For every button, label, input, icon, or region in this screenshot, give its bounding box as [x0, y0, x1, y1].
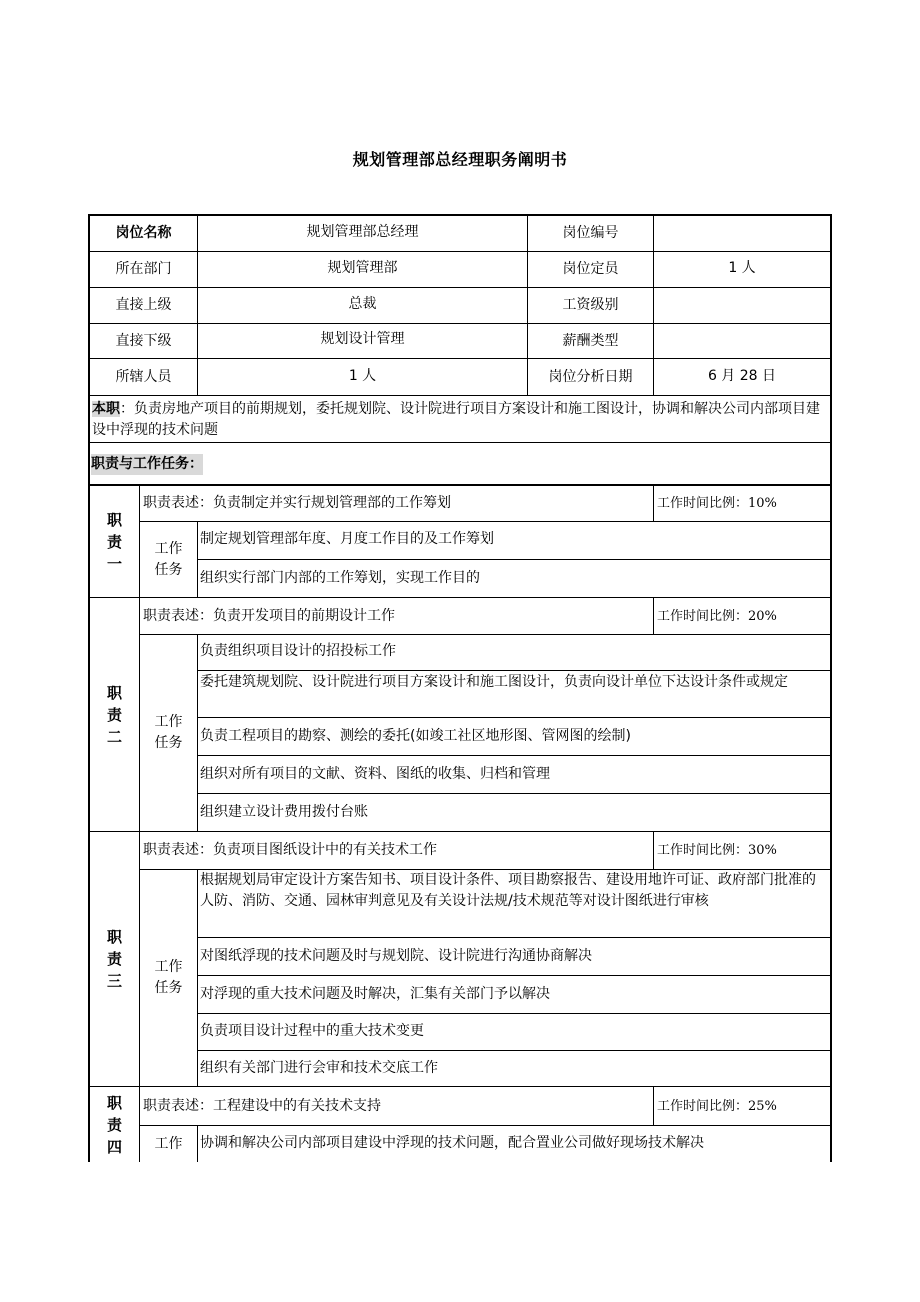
duty-ratio-3: 工作时间比例： 30%	[657, 843, 777, 858]
info-value-salary-grade	[654, 288, 830, 323]
task-label-1: 工作 任务	[154, 540, 183, 578]
info-value-position-name: 规划管理部总经理	[306, 223, 419, 240]
duty-ratio-1: 工作时间比例： 10%	[657, 496, 777, 511]
info-value-department: 规划管理部	[327, 259, 398, 276]
task-1-2: 组织实行部门内部的工作筹划，实现工作目的	[200, 569, 480, 586]
task-4-1: 协调和解决公司内部项目建设中浮现的技术问题，配合置业公司做好现场技术解决	[200, 1134, 704, 1151]
task-label-2: 工作 任务	[154, 714, 183, 751]
task-2-4: 组织对所有项目的文献、资料、图纸的收集、归档和管理	[200, 766, 550, 782]
page-title: 规划管理部总经理职务阐明书	[352, 150, 568, 169]
info-label-salary-grade: 工资级别	[562, 297, 619, 313]
job-summary-label: 本职	[92, 401, 120, 417]
info-label-analysis-date: 岗位分析日期	[548, 368, 633, 385]
task-2-2: 委托建筑规划院、设计院进行项目方案设计和施工图设计，负责向设计单位下达设计条件或规定	[200, 674, 788, 690]
info-label-headcount: 岗位定员	[562, 261, 619, 277]
info-label-staff: 所辖人员	[115, 368, 172, 385]
info-value-headcount: 1 人	[728, 259, 756, 276]
duty-ratio-2: 工作时间比例： 20%	[657, 608, 777, 624]
info-value-pay-type	[654, 324, 830, 358]
job-summary	[91, 398, 830, 440]
duty-name-4: 职 责 四	[106, 1093, 122, 1156]
task-1-1: 制定规划管理部年度、月度工作目的及工作筹划	[200, 530, 494, 547]
duty-statement-1: 职责表述： 负责制定并实行规划管理部的工作筹划	[143, 495, 451, 511]
job-summary-text: ：负责房地产项目的前期规划，委托规划院、设计院进行项目方案设计和施工图设计，协调和解决公司内部项目建设中浮现的技术问题	[92, 401, 820, 438]
task-3-5: 组织有关部门进行会审和技术交底工作	[200, 1060, 438, 1076]
duty-name-3: 职 责 三	[106, 928, 122, 990]
info-value-subordinate: 规划设计管理	[320, 331, 405, 347]
info-label-position-code: 岗位编号	[562, 225, 619, 241]
task-3-3: 对浮现的重大技术问题及时解决，汇集有关部门予以解决	[200, 985, 550, 1002]
duty-statement-2: 职责表述： 负责开发项目的前期设计工作	[143, 607, 395, 624]
info-label-position-name: 岗位名称	[115, 225, 172, 241]
task-label-4: 工作	[154, 1135, 183, 1152]
task-3-1: 根据规划局审定设计方案告知书、项目设计条件、项目勘察报告、建设用地许可证、政府部门批准的人防、消防、交通、园林审判意见及有关设计法规/技术规范等对设计图纸进行审核	[200, 872, 816, 909]
duty-statement-3: 职责表述： 负责项目图纸设计中的有关技术工作	[143, 842, 437, 858]
row-divider	[89, 442, 831, 443]
info-value-position-code	[654, 216, 830, 251]
info-label-superior: 直接上级	[115, 297, 172, 313]
task-label-3: 工作 任务	[154, 959, 183, 996]
info-label-subordinate: 直接下级	[115, 332, 172, 349]
task-2-5: 组织建立设计费用拨付台账	[200, 803, 368, 820]
info-value-staff: 1 人	[348, 367, 377, 384]
task-3-2: 对图纸浮现的技术问题及时与规划院、设计院进行沟通协商解决	[200, 947, 592, 964]
task-2-1: 负责组织项目设计的招投标工作	[200, 643, 396, 659]
row-divider	[89, 395, 831, 396]
task-2-3: 负责工程项目的勘察、测绘的委托(如竣工社区地形图、管网图的绘制)	[200, 727, 631, 744]
task-3-4: 负责项目设计过程中的重大技术变更	[200, 1023, 424, 1039]
info-label-department: 所在部门	[115, 261, 172, 277]
duty-name-1: 职 责 一	[106, 510, 122, 573]
info-value-superior: 总裁	[348, 295, 377, 312]
duty-ratio-4: 工作时间比例： 25%	[657, 1098, 777, 1114]
duty-statement-4: 职责表述： 工程建设中的有关技术支持	[143, 1097, 381, 1114]
duties-header: 职责与工作任务：	[91, 446, 591, 482]
info-label-pay-type: 薪酬类型	[562, 332, 619, 349]
duty-name-2: 职 责 二	[106, 683, 122, 746]
info-value-analysis-date: 6 月 28 日	[707, 367, 777, 384]
